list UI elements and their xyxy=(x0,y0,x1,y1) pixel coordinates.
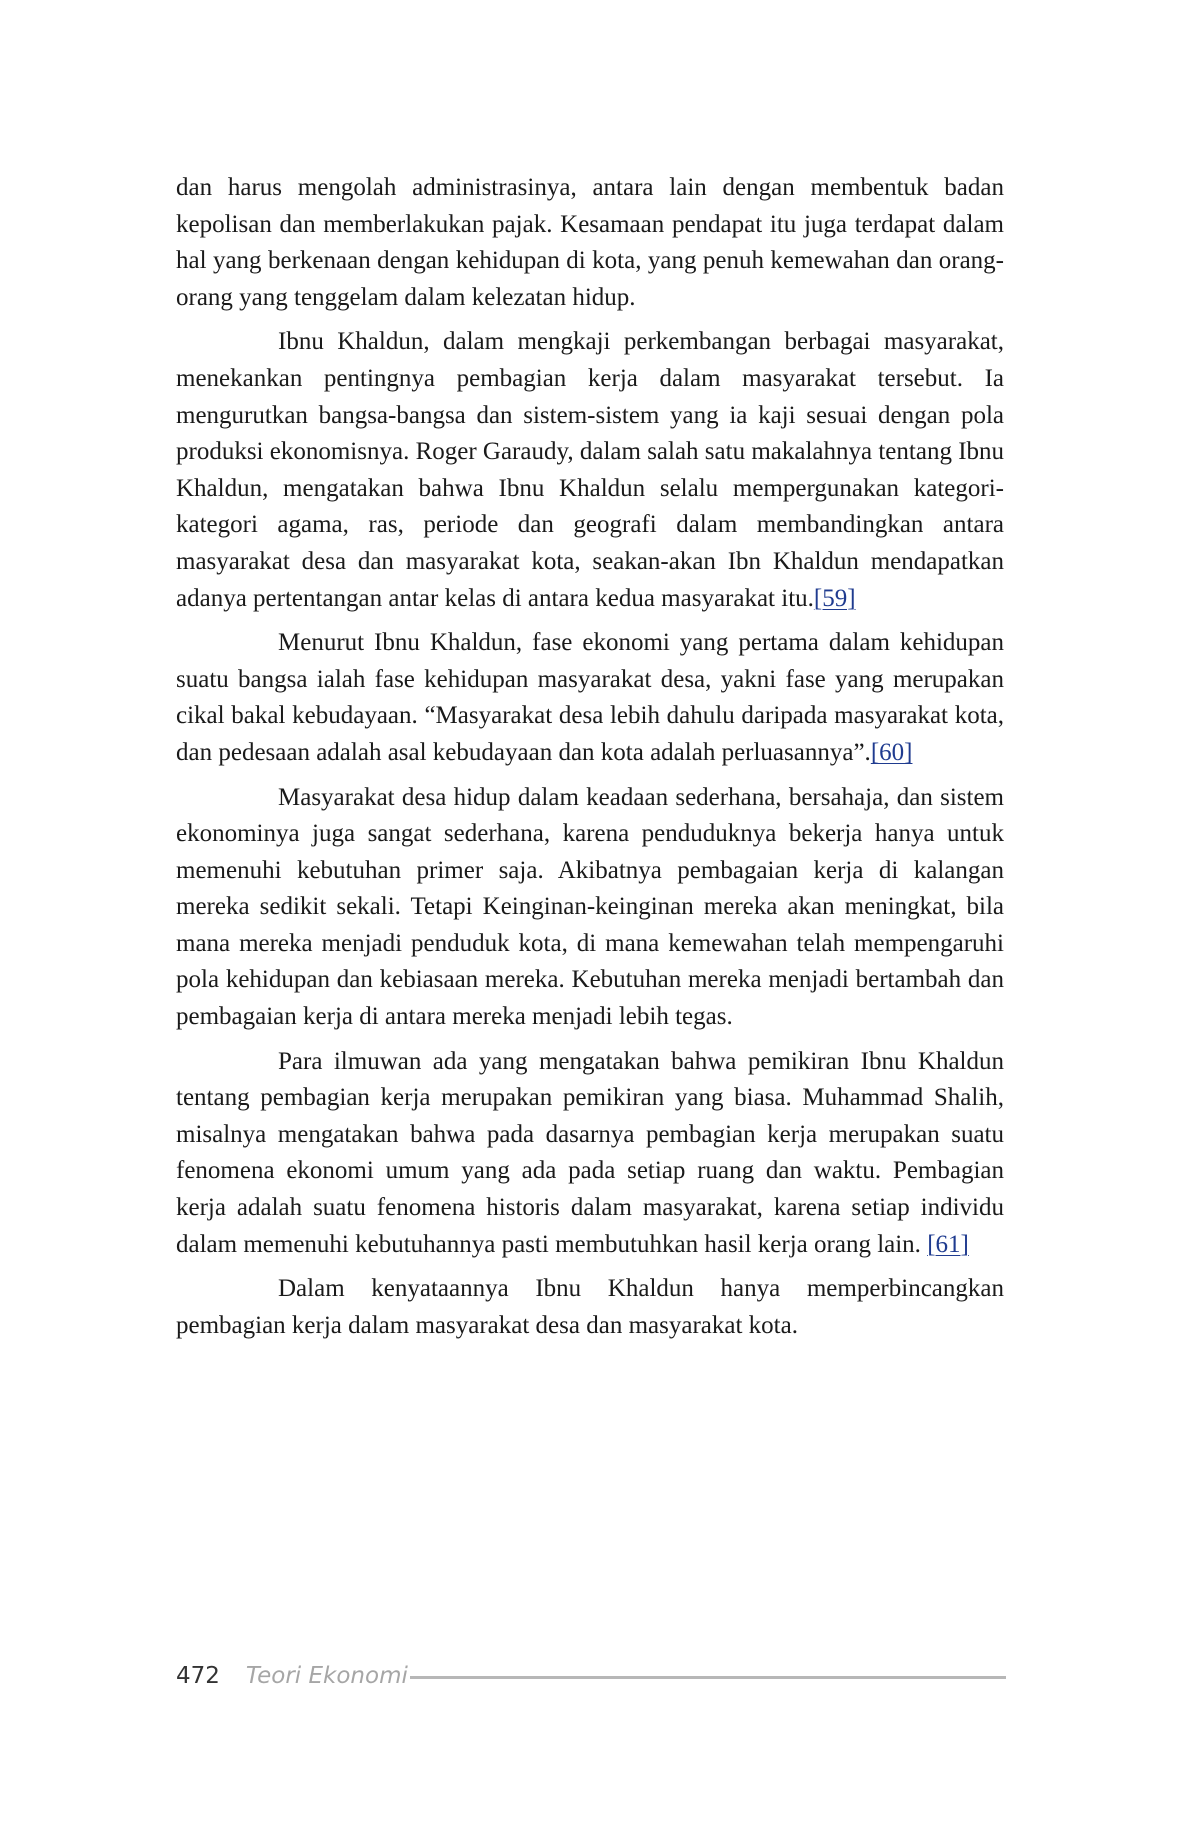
paragraph-village-society xyxy=(176,780,1004,1036)
paragraph-text: Masyarakat desa hidup dalam keadaan sederhana, bersahaja, dan sistem ekonominya juga sangat sederhana, karena penduduknya bekerja hanya untuk memenuhi kebutuhan primer saja. Akibatnya pembagaian kerja di kalangan mereka sedikit sekali. Tetapi Keinginan-keinginan mereka akan meningkat, bila mana mereka menjadi penduduk kota, di mana kemewahan telah mempengaruhi pola kehidupan dan kebiasaan mereka. Kebutuhan mereka menjadi bertambah dan pembagaian kerja di antara mereka menjadi lebih tegas. xyxy=(176,783,1004,1031)
paragraph-division-of-labor xyxy=(176,324,1004,617)
paragraph-text: Para ilmuwan ada yang mengatakan bahwa pemikiran Ibnu Khaldun tentang pembagian kerja merupakan pemikiran yang biasa. Muhammad Shalih, misalnya mengatakan bahwa pada dasarnya pembagian kerja merupakan suatu fenomena ekonomi umum yang ada pada setiap ruang dan waktu. Pembagian kerja adalah suatu fenomena historis dalam masyarakat, karena setiap individu dalam memenuhi kebutuhannya pasti membutuhkan hasil kerja orang lain. xyxy=(176,1047,1004,1258)
paragraph-continuation xyxy=(176,170,1004,316)
paragraph-in-reality xyxy=(176,1271,1004,1344)
book-title: Teori Ekonomi xyxy=(245,1663,408,1689)
footnote-link-61[interactable]: [61] xyxy=(927,1230,969,1258)
paragraph-text: dan harus mengolah administrasinya, antara lain dengan membentuk badan kepolisan dan memberlakukan pajak. Kesamaan pendapat itu juga terdapat dalam hal yang berkenaan dengan kehidupan di kota, yang penuh kemewahan dan orang-orang yang tenggelam dalam kelezatan hidup. xyxy=(176,174,1004,311)
page-number: 472 xyxy=(176,1663,220,1689)
paragraph-scholars-opinion xyxy=(176,1044,1004,1264)
paragraph-first-economic-phase xyxy=(176,625,1004,771)
footnote-link-59[interactable]: [59] xyxy=(813,584,856,612)
paragraph-text: Ibnu Khaldun, dalam mengkaji perkembangan berbagai masyarakat, menekankan pentingnya pembagian kerja dalam masyarakat tersebut. Ia mengurutkan bangsa-bangsa dan sistem-sistem yang ia kaji sesuai dengan pola produksi ekonomisnya. Roger Garaudy, dalam salah satu makalahnya tentang Ibnu Khaldun, mengatakan bahwa Ibnu Khaldun selalu mempergunakan kategori-kategori agama, ras, periode dan geografi dalam membandingkan antara masyarakat desa dan masyarakat kota, seakan-akan Ibn Khaldun mendapatkan adanya pertentangan antar kelas di antara kedua masyarakat itu. xyxy=(176,328,1005,612)
footnote-link-60[interactable]: [60] xyxy=(870,738,913,766)
footer-rule xyxy=(410,1676,1006,1679)
page-footer xyxy=(176,1656,1006,1696)
body-text xyxy=(176,170,1004,1352)
paragraph-text: Menurut Ibnu Khaldun, fase ekonomi yang pertama dalam kehidupan suatu bangsa ialah fase kehidupan masyarakat desa, yakni fase yang merupakan cikal bakal kebudayaan. “Masyarakat desa lebih dahulu daripada masyarakat kota, dan pedesaan adalah asal kebudayaan dan kota adalah perluasannya”. xyxy=(176,629,1004,766)
paragraph-text: Dalam kenyataannya Ibnu Khaldun hanya memperbincangkan pembagian kerja dalam masyarakat desa dan masyarakat kota. xyxy=(176,1275,1004,1339)
